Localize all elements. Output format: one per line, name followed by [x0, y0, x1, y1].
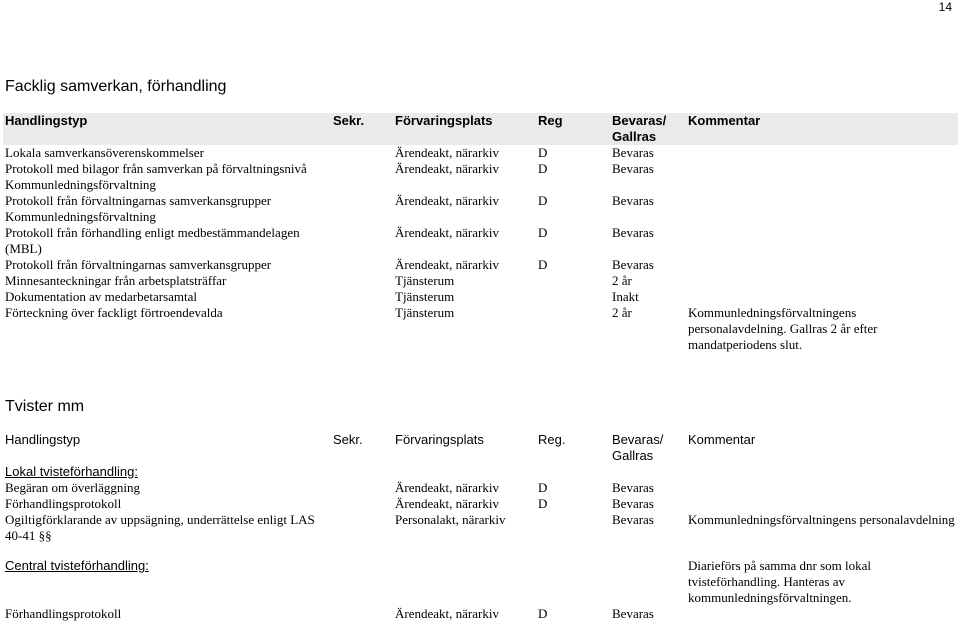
table-facklig-samverkan: [3, 113, 958, 353]
cell-handlingstyp: Protokoll från förhandling enligt medbestämmandelagen (MBL): [5, 225, 300, 256]
central-block: [3, 544, 958, 606]
table-body-tvister: [3, 464, 958, 480]
cell-handlingstyp: Dokumentation av medarbetarsamtal: [5, 289, 198, 304]
cell-bevaras: Bevaras: [612, 145, 654, 160]
page-number: 14: [938, 0, 952, 14]
cell-bevaras: Bevaras: [612, 606, 654, 621]
header-forvaringsplats: Förvaringsplats: [393, 113, 536, 145]
cell-kommentar: [686, 496, 958, 512]
header-gallras: Gallras: [612, 129, 657, 144]
cell-bevaras: Bevaras: [612, 257, 654, 272]
cell-handlingstyp: Förhandlingsprotokoll: [5, 496, 122, 511]
rows-central: [3, 606, 958, 622]
header-bevaras-gallras: [610, 113, 686, 145]
cell-reg: D: [538, 257, 548, 272]
table-row: [3, 273, 958, 289]
header-sekr: Sekr.: [333, 432, 363, 447]
header-kommentar: Kommentar: [688, 432, 756, 447]
cell-sekr: [331, 305, 393, 353]
cell-forvaringsplats: Tjänsterum: [395, 289, 455, 304]
table-row: [3, 289, 958, 305]
cell-bevaras: Bevaras: [612, 225, 654, 240]
cell-reg: [536, 273, 610, 289]
cell-sekr: [331, 257, 393, 273]
rows-lokal: [3, 480, 958, 544]
table-row: [3, 480, 958, 496]
cell-bevaras: Bevaras: [612, 496, 654, 511]
cell-sekr: [331, 289, 393, 305]
cell-kommentar: [686, 606, 958, 622]
cell-kommentar: Kommunledningsförvaltningens personalavdelning. Gallras 2 år efter mandatperiodens slut.: [688, 305, 878, 352]
header-forvaringsplats: Förvaringsplats: [395, 432, 484, 447]
table-row: [3, 225, 958, 257]
cell-forvaringsplats: Ärendeakt, närarkiv: [395, 145, 499, 160]
header-kommentar: Kommentar: [686, 113, 958, 145]
table-row: [3, 161, 958, 193]
cell-reg: [536, 512, 610, 544]
cell-reg: D: [538, 480, 548, 495]
cell-sekr: [331, 480, 393, 496]
cell-handlingstyp: Protokoll från förvaltningarnas samverkansgrupper: [5, 257, 272, 272]
cell-handlingstyp: Protokoll med bilagor från samverkan på förvaltningsnivå Kommunledningsförvaltning: [5, 161, 307, 192]
table-header-row: [3, 113, 958, 145]
section-title-tvister: Tvister mm: [5, 398, 85, 415]
table-row: [3, 496, 958, 512]
cell-kommentar: [686, 225, 958, 257]
header-handlingstyp: Handlingstyp: [5, 432, 81, 447]
subheading-row: [3, 558, 958, 606]
cell-sekr: [331, 273, 393, 289]
table-row: [3, 606, 958, 622]
cell-kommentar: [686, 193, 958, 225]
cell-kommentar: [686, 289, 958, 305]
cell-forvaringsplats: Ärendeakt, närarkiv: [395, 257, 499, 272]
cell-bevaras: Bevaras: [612, 161, 654, 176]
cell-bevaras: 2 år: [612, 273, 632, 288]
cell-sekr: [331, 145, 393, 161]
cell-sekr: [331, 225, 393, 257]
header-bevaras: Bevaras/: [612, 432, 664, 447]
cell-kommentar: [686, 161, 958, 193]
cell-forvaringsplats: Ärendeakt, närarkiv: [395, 161, 499, 176]
spacer-row: [3, 544, 958, 558]
subheading-central-tvisteforhandling: [3, 558, 686, 606]
section-title-facklig-samverkan: Facklig samverkan, förhandling: [5, 78, 227, 95]
cell-handlingstyp: Begäran om överläggning: [5, 480, 141, 495]
cell-forvaringsplats: Ärendeakt, närarkiv: [395, 193, 499, 208]
cell-bevaras: Inakt: [612, 289, 639, 304]
cell-forvaringsplats: Ärendeakt, närarkiv: [395, 480, 499, 495]
cell-reg: [536, 305, 610, 353]
central-comment: Diarieförs på samma dnr som lokal tvisteförhandling. Hanteras av kommunledningsförvaltningen.: [688, 558, 872, 605]
cell-sekr: [331, 161, 393, 193]
subheading-row: [3, 464, 958, 480]
header-bevaras-gallras: [610, 432, 686, 464]
subheading-lokal-tvisteforhandling: [3, 464, 958, 480]
header-handlingstyp: Handlingstyp: [3, 113, 331, 145]
cell-forvaringsplats: Tjänsterum: [395, 305, 455, 320]
table-tvister: [3, 432, 958, 622]
cell-bevaras: 2 år: [612, 305, 632, 320]
cell-kommentar: [686, 257, 958, 273]
cell-kommentar: [686, 480, 958, 496]
cell-handlingstyp: Protokoll från förvaltningarnas samverkansgrupper Kommunledningsförvaltning: [5, 193, 272, 224]
cell-forvaringsplats: Personalakt, närarkiv: [395, 512, 506, 527]
header-sekr: Sekr.: [331, 113, 393, 145]
table-header-row: [3, 432, 958, 464]
cell-forvaringsplats: Ärendeakt, närarkiv: [395, 606, 499, 621]
cell-sekr: [331, 193, 393, 225]
cell-reg: D: [538, 225, 548, 240]
table-row: [3, 512, 958, 544]
header-gallras: Gallras: [612, 448, 654, 463]
cell-forvaringsplats: Tjänsterum: [395, 273, 455, 288]
cell-reg: D: [538, 145, 548, 160]
cell-kommentar: Kommunledningsförvaltningens personalavdelning: [688, 512, 955, 527]
cell-reg: D: [538, 606, 548, 621]
cell-sekr: [331, 512, 393, 544]
table-row: [3, 257, 958, 273]
table-row: [3, 145, 958, 161]
cell-handlingstyp: Förhandlingsprotokoll: [5, 606, 122, 621]
cell-bevaras: Bevaras: [612, 193, 654, 208]
cell-sekr: [331, 606, 393, 622]
cell-handlingstyp: Lokala samverkansöverenskommelser: [5, 145, 204, 160]
cell-reg: D: [538, 161, 548, 176]
header-bevaras: Bevaras/: [612, 113, 667, 128]
cell-forvaringsplats: Ärendeakt, närarkiv: [395, 225, 499, 240]
table-body: [3, 145, 958, 353]
cell-bevaras: Bevaras: [612, 480, 654, 495]
subheading-central-text: Central tvisteförhandling:: [5, 558, 149, 573]
cell-kommentar: [686, 273, 958, 289]
cell-handlingstyp: Förteckning över fackligt förtroendevalda: [5, 305, 223, 320]
header-reg: Reg.: [538, 432, 566, 447]
subheading-lokal-text: Lokal tvisteförhandling:: [5, 464, 138, 479]
cell-handlingstyp: Ogiltigförklarande av uppsägning, underrättelse enligt LAS 40-41 §§: [5, 512, 315, 543]
table-row: [3, 193, 958, 225]
cell-bevaras: Bevaras: [612, 512, 654, 527]
header-reg: Reg: [536, 113, 610, 145]
cell-reg: [536, 289, 610, 305]
cell-handlingstyp: Minnesanteckningar från arbetsplatsträffar: [5, 273, 227, 288]
table-row: [3, 305, 958, 353]
cell-reg: D: [538, 496, 548, 511]
cell-kommentar: [686, 145, 958, 161]
cell-sekr: [331, 496, 393, 512]
cell-reg: D: [538, 193, 548, 208]
cell-forvaringsplats: Ärendeakt, närarkiv: [395, 496, 499, 511]
